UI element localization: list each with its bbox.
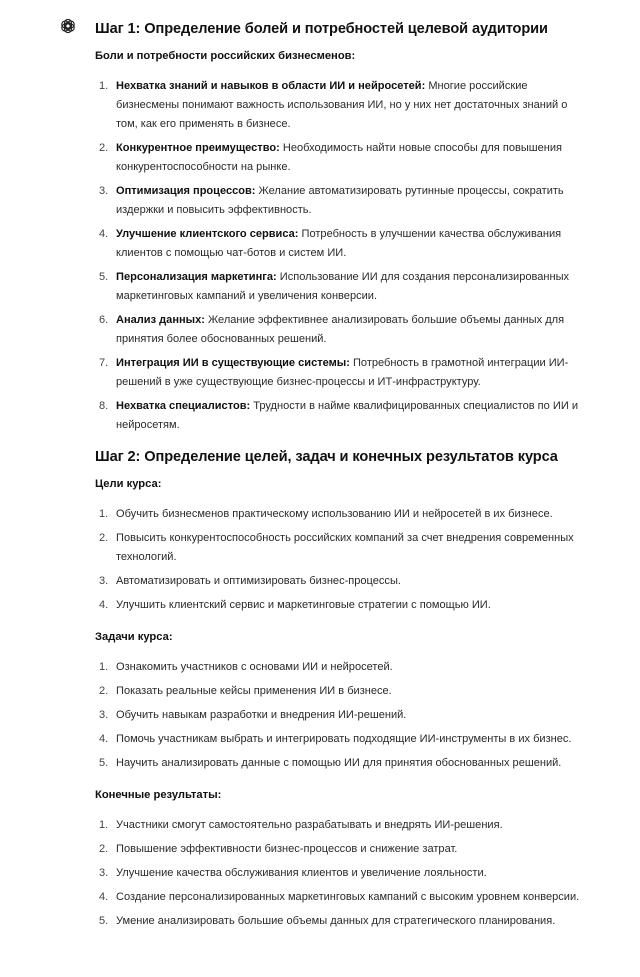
item-text: Обучить бизнесменов практическому использованию ИИ и нейросетей в их бизнесе. [116,508,553,520]
list-number: 7. [99,357,109,369]
list-number: 3. [99,709,109,721]
item-text: Потребность в улучшении качества обслуживания клиентов с помощью чат-ботов и систем ИИ. [116,228,562,259]
item-text: Помочь участникам выбрать и интегрировать подходящие ИИ-инструменты в их бизнес. [116,733,572,745]
list-item [95,572,585,591]
list-item [95,529,585,567]
list-item [95,182,585,220]
item-title: Оптимизация процессов: [116,185,256,197]
item-title: Персонализация маркетинга: [116,271,277,283]
list-number: 1. [99,819,109,831]
list-item [95,225,585,263]
list-item [95,888,585,907]
pains-list [95,77,585,435]
results-heading: Конечные результаты: [95,789,222,801]
goals-heading: Цели курса: [95,478,162,490]
item-text: Желание автоматизировать рутинные процессы, сократить издержки и повысить эффективность. [116,185,564,216]
list-number: 2. [99,685,109,697]
list-number: 3. [99,185,109,197]
step1-subheading: Боли и потребности российских бизнесменов: [95,50,356,62]
list-item [95,77,585,134]
list-number: 4. [99,599,109,611]
list-item [95,505,585,524]
step2-title: Шаг 2: Определение целей, задач и конечных результатов курса [95,449,558,465]
list-item [95,596,585,615]
item-text: Показать реальные кейсы применения ИИ в бизнесе. [116,685,392,697]
list-number: 1. [99,80,109,92]
list-number: 2. [99,843,109,855]
list-item [95,139,585,177]
item-text: Создание персонализированных маркетинговых кампаний с высоким уровнем конверсии. [116,891,580,903]
tasks-heading: Задачи курса: [95,631,173,643]
list-number: 2. [99,142,109,154]
item-text: Участники смогут самостоятельно разрабатывать и внедрять ИИ-решения. [116,819,503,831]
item-title: Анализ данных: [116,314,205,326]
item-title: Нехватка специалистов: [116,400,251,412]
list-number: 5. [99,757,109,769]
item-text: Желание эффективнее анализировать большие объемы данных для принятия более обоснованных решений. [116,314,565,345]
list-item [95,730,585,749]
openai-logo-icon [59,17,77,35]
item-title: Нехватка знаний и навыков в области ИИ и нейросетей: [116,80,426,92]
item-text: Улучшить клиентский сервис и маркетинговые стратегии с помощью ИИ. [116,599,491,611]
list-number: 2. [99,532,109,544]
item-text: Необходимость найти новые способы для повышения конкурентоспособности на рынке. [116,142,563,173]
item-text: Повышение эффективности бизнес-процессов и снижение затрат. [116,843,458,855]
list-item [95,354,585,392]
tasks-list [95,658,585,773]
item-text: Научить анализировать данные с помощью ИИ для принятия обоснованных решений. [116,757,562,769]
item-title: Конкурентное преимущество: [116,142,280,154]
item-text: Использование ИИ для создания персонализированных маркетинговых кампаний и увеличения конверсии. [116,271,570,302]
item-text: Улучшение качества обслуживания клиентов и увеличение лояльности. [116,867,487,879]
list-number: 6. [99,314,109,326]
list-item [95,397,585,435]
list-item [95,658,585,677]
list-item [95,864,585,883]
item-text: Многие российские бизнесмены понимают важность использования ИИ, но у них нет достаточных знаний о том, как его применять в бизнесе. [116,80,568,130]
list-item [95,754,585,773]
list-number: 1. [99,661,109,673]
item-text: Повысить конкурентоспособность российских компаний за счет внедрения современных технологий. [116,532,574,563]
list-item [95,816,585,835]
list-number: 4. [99,733,109,745]
list-item [95,311,585,349]
list-number: 5. [99,915,109,927]
item-text: Трудности в найме квалифицированных специалистов по ИИ и нейросетям. [116,400,579,431]
step1-title: Шаг 1: Определение болей и потребностей целевой аудитории [95,21,548,37]
list-item [95,268,585,306]
item-text: Автоматизировать и оптимизировать бизнес-процессы. [116,575,401,587]
list-number: 4. [99,228,109,240]
list-number: 4. [99,891,109,903]
assistant-message [95,0,585,931]
list-number: 5. [99,271,109,283]
item-text: Умение анализировать большие объемы данных для стратегического планирования. [116,915,556,927]
results-list [95,816,585,931]
item-text: Потребность в грамотной интеграции ИИ-решений в уже существующие бизнес-процессы и ИТ-инфраструктуру. [116,357,569,388]
list-number: 1. [99,508,109,520]
item-title: Интеграция ИИ в существующие системы: [116,357,350,369]
list-number: 8. [99,400,109,412]
item-text: Ознакомить участников с основами ИИ и нейросетей. [116,661,393,673]
list-number: 3. [99,867,109,879]
list-item [95,706,585,725]
item-title: Улучшение клиентского сервиса: [116,228,299,240]
item-text: Обучить навыкам разработки и внедрения ИИ-решений. [116,709,407,721]
goals-list [95,505,585,615]
list-number: 3. [99,575,109,587]
list-item [95,840,585,859]
list-item [95,682,585,701]
list-item [95,912,585,931]
